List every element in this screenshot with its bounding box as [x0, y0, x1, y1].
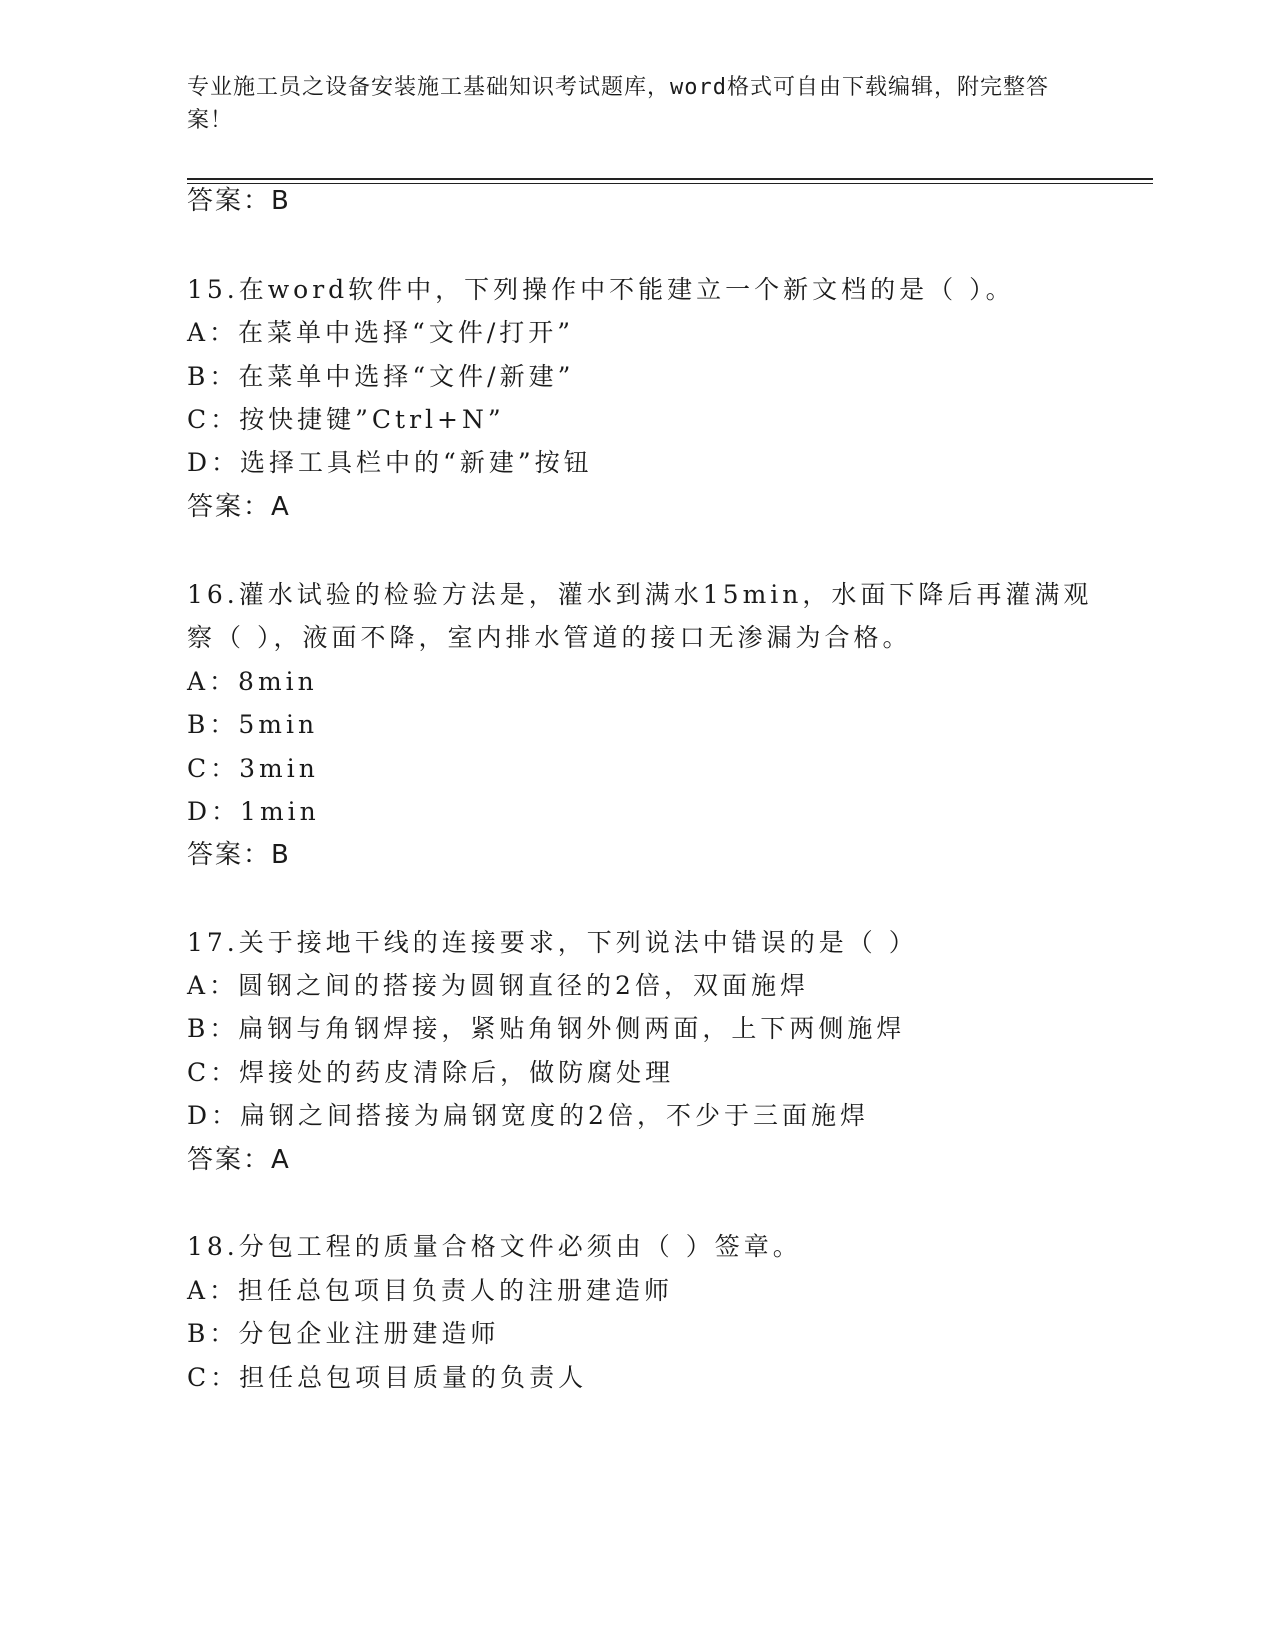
q17-option-b: B：扁钢与角钢焊接，紧贴角钢外侧两面，上下两侧施焊 — [187, 1014, 906, 1043]
header-divider — [187, 178, 1153, 180]
answer-prev: 答案：B — [187, 186, 291, 216]
q15-option-c: C：按快捷键”Ctrl+N” — [187, 405, 505, 434]
q18-option-a: A：担任总包项目负责人的注册建造师 — [187, 1276, 674, 1305]
q17-option-d: D：扁钢之间搭接为扁钢宽度的2倍，不少于三面施焊 — [187, 1101, 869, 1130]
q15-option-a: A：在菜单中选择“文件/打开” — [187, 318, 575, 347]
q16-option-c: C：3min — [187, 754, 319, 783]
q15-option-d: D：选择工具栏中的“新建”按钮 — [187, 448, 593, 477]
q16-option-b: B：5min — [187, 710, 319, 739]
header-divider-thin — [187, 183, 1153, 184]
q18-option-b: B：分包企业注册建造师 — [187, 1319, 500, 1348]
q16-stem-line1: 16.灌水试验的检验方法是，灌水到满水15min，水面下降后再灌满观 — [187, 580, 1093, 609]
q15-stem: 15.在word软件中，下列操作中不能建立一个新文档的是（ ）。 — [187, 275, 1015, 304]
q15-answer: 答案：A — [187, 492, 291, 522]
q15-option-b: B：在菜单中选择“文件/新建” — [187, 362, 575, 391]
q16-stem-line2: 察（ ），液面不降，室内排水管道的接口无渗漏为合格。 — [187, 623, 912, 652]
q17-answer: 答案：A — [187, 1145, 291, 1175]
q16-option-a: A：8min — [187, 667, 318, 696]
q18-option-c: C：担任总包项目质量的负责人 — [187, 1363, 588, 1392]
q17-option-a: A：圆钢之间的搭接为圆钢直径的2倍，双面施焊 — [187, 971, 809, 1000]
document-header: 专业施工员之设备安装施工基础知识考试题库，word格式可自由下载编辑，附完整答案！ — [187, 75, 1049, 133]
q16-option-d: D：1min — [187, 797, 320, 826]
q18-stem: 18.分包工程的质量合格文件必须由（ ）签章。 — [187, 1232, 802, 1261]
q17-stem: 17.关于接地干线的连接要求，下列说法中错误的是（ ） — [187, 928, 918, 957]
q17-option-c: C：焊接处的药皮清除后，做防腐处理 — [187, 1058, 675, 1087]
q16-answer: 答案：B — [187, 840, 291, 870]
